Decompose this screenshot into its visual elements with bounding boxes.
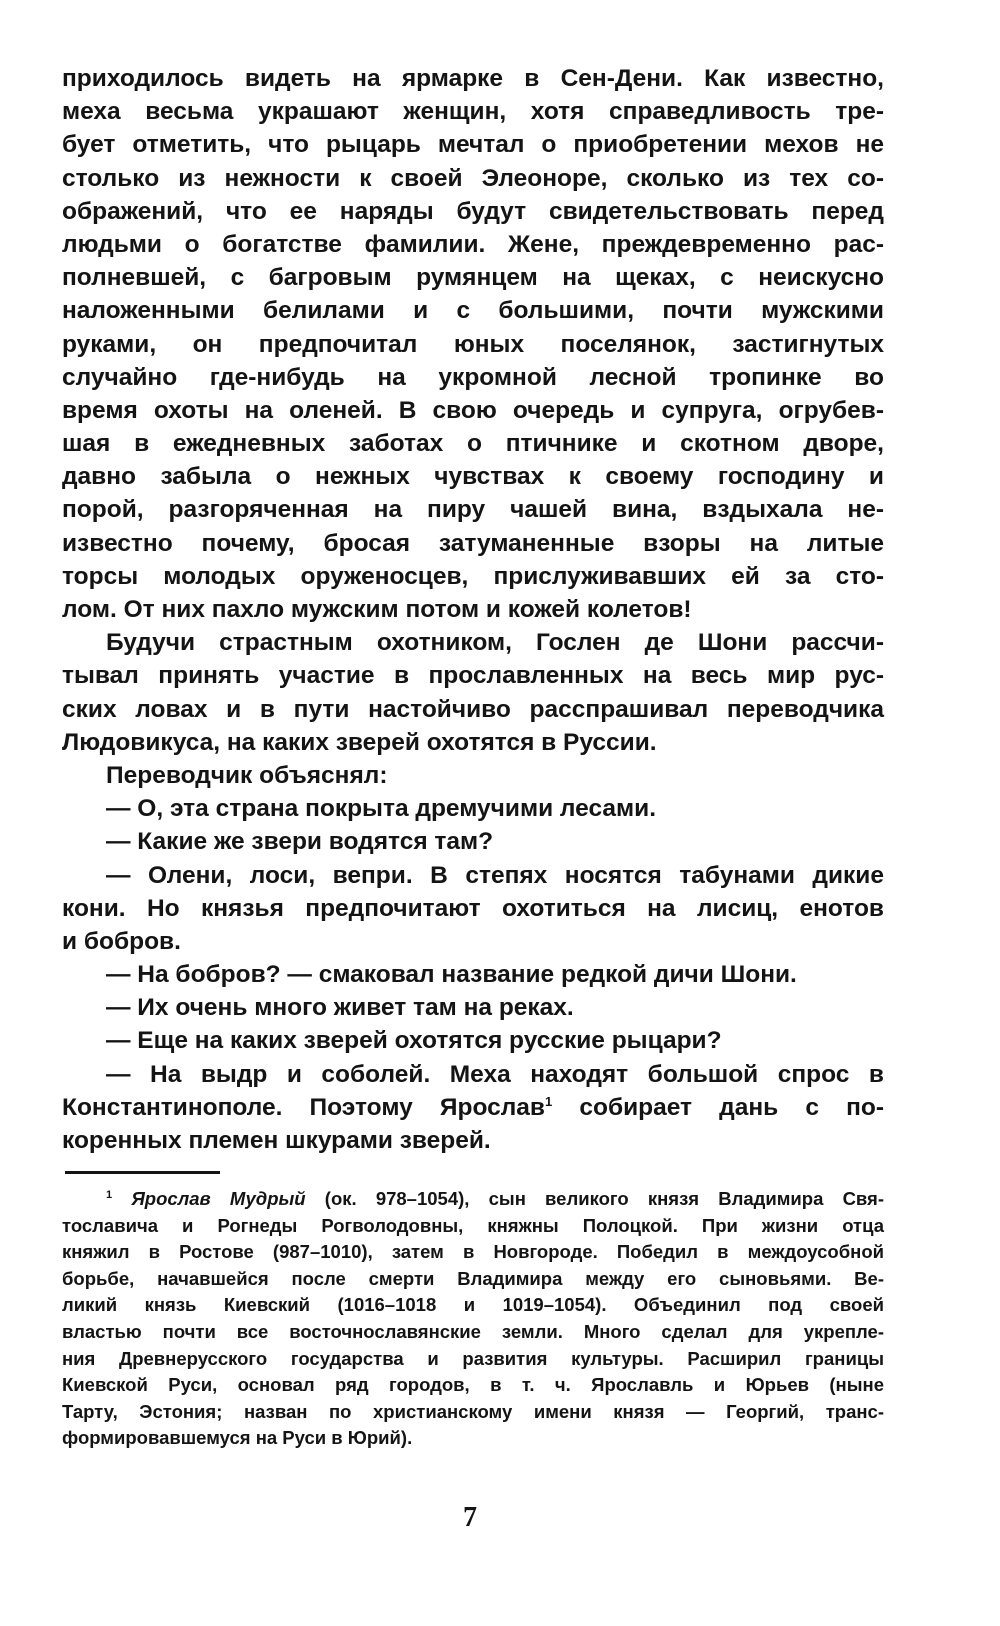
text-line: торсы молодых оруженосцев, прислуживавших ей за сто- bbox=[62, 562, 884, 590]
text-line: ображений, что ее наряды будут свидетельствовать перед bbox=[62, 197, 884, 225]
text-line: случайно где-нибудь на укромной лесной тропинке во bbox=[62, 363, 884, 391]
text-line: — Еще на каких зверей охотятся русские рыцари? bbox=[106, 1027, 722, 1055]
text-line: полневшей, с багровым румянцем на щеках, с неискусно bbox=[62, 264, 884, 292]
footnote-reference: 1 bbox=[544, 1093, 553, 1109]
footnote-line: ликий князь Киевский (1016–1018 и 1019–1054). Объединил под своей bbox=[62, 1294, 884, 1316]
text-line: порой, разгоряченная на пиру чашей вина, вздыхала не- bbox=[62, 496, 884, 524]
text-line: лом. От них пахло мужским потом и кожей колетов! bbox=[62, 596, 692, 623]
footnote-line: Киевской Руси, основал ряд городов, в т. ч. Ярославль и Юрьев (ныне bbox=[62, 1374, 884, 1396]
text-line: шая в ежедневных заботах о птичнике и скотном дворе, bbox=[62, 430, 884, 458]
footnote-line: ния Древнерусского государства и развития культуры. Расширил границы bbox=[62, 1347, 884, 1369]
main-text bbox=[62, 62, 884, 1157]
text-segment: Константинополе. Поэтому Ярослав bbox=[62, 1093, 545, 1121]
footnote-line: формировавшемуся на Руси в Юрий). bbox=[62, 1427, 413, 1449]
text-line: — Их очень много живет там на реках. bbox=[106, 994, 574, 1022]
text-line: Будучи страстным охотником, Гослен де Шони рассчи- bbox=[106, 629, 884, 657]
text-line: ских ловах и в пути настойчиво расспрашивал переводчика bbox=[62, 695, 884, 723]
text-line: время охоты на оленей. В свою очередь и супруга, огрубев- bbox=[62, 396, 884, 424]
text-line: — Олени, лоси, вепри. В степях носятся табунами дикие bbox=[106, 861, 884, 889]
text-line: столько из нежности к своей Элеоноре, сколько из тех со- bbox=[62, 164, 884, 192]
text-line: тывал принять участие в прославленных на весь мир рус- bbox=[62, 662, 884, 690]
footnote-line: княжил в Ростове (987–1010), затем в Новгороде. Победил в междоусобной bbox=[62, 1241, 884, 1263]
text-line: давно забыла о нежных чувствах к своему господину и bbox=[62, 463, 884, 491]
text-line: — На выдр и соболей. Меха находят большой спрос в bbox=[106, 1060, 884, 1088]
text-line: приходилось видеть на ярмарке в Сен-Дени. Как известно, bbox=[62, 65, 884, 92]
footnote bbox=[62, 1186, 884, 1452]
footnote-name: Ярослав Мудрый bbox=[131, 1188, 306, 1209]
footnote-line: тославича и Рогнеды Рогволодовны, княжны Полоцкой. При жизни отца bbox=[62, 1214, 884, 1236]
footnote-line: Тарту, Эстония; назван по христианскому имени князя — Георгий, транс- bbox=[62, 1400, 884, 1422]
text-line: — На бобров? — смаковал название редкой дичи Шони. bbox=[106, 961, 797, 989]
text-line: меха весьма украшают женщин, хотя справедливость тре- bbox=[62, 98, 884, 126]
text-line: людьми о богатстве фамилии. Жене, преждевременно рас- bbox=[62, 230, 884, 258]
footnote-text: (ок. 978–1054), сын великого князя Владимира Свя- bbox=[305, 1188, 885, 1209]
footnote-line bbox=[62, 1186, 884, 1213]
footnote-line: властью почти все восточнославянские земли. Много сделал для укрепле- bbox=[62, 1320, 884, 1342]
footnote-line: борьбе, начавшейся после смерти Владимира между его сыновьями. Ве- bbox=[62, 1267, 884, 1289]
text-line: кони. Но князья предпочитают охотиться на лисиц, енотов bbox=[62, 894, 884, 922]
page-number: 7 bbox=[463, 1502, 477, 1533]
text-line: известно почему, бросая затуманенные взоры на литые bbox=[62, 529, 884, 557]
text-line: бует отметить, что рыцарь мечтал о приобретении мехов не bbox=[62, 131, 884, 159]
text-line: Переводчик объяснял: bbox=[106, 761, 388, 789]
text-line: — О, эта страна покрыта дремучими лесами. bbox=[106, 795, 657, 823]
text-line: — Какие же звери водятся там? bbox=[106, 828, 494, 856]
text-line: наложенными белилами и с большими, почти мужскими bbox=[62, 297, 884, 325]
text-line: руками, он предпочитал юных поселянок, застигнутых bbox=[62, 330, 884, 358]
text-line: и бобров. bbox=[62, 927, 181, 955]
text-line: Людовикуса, на каких зверей охотятся в Руссии. bbox=[62, 728, 657, 756]
footnote-marker: 1 bbox=[106, 1188, 113, 1201]
footnote-separator bbox=[65, 1171, 220, 1174]
text-line bbox=[62, 1091, 884, 1124]
text-segment: собирает дань с по- bbox=[552, 1093, 885, 1121]
text-line: коренных племен шкурами зверей. bbox=[62, 1127, 491, 1154]
